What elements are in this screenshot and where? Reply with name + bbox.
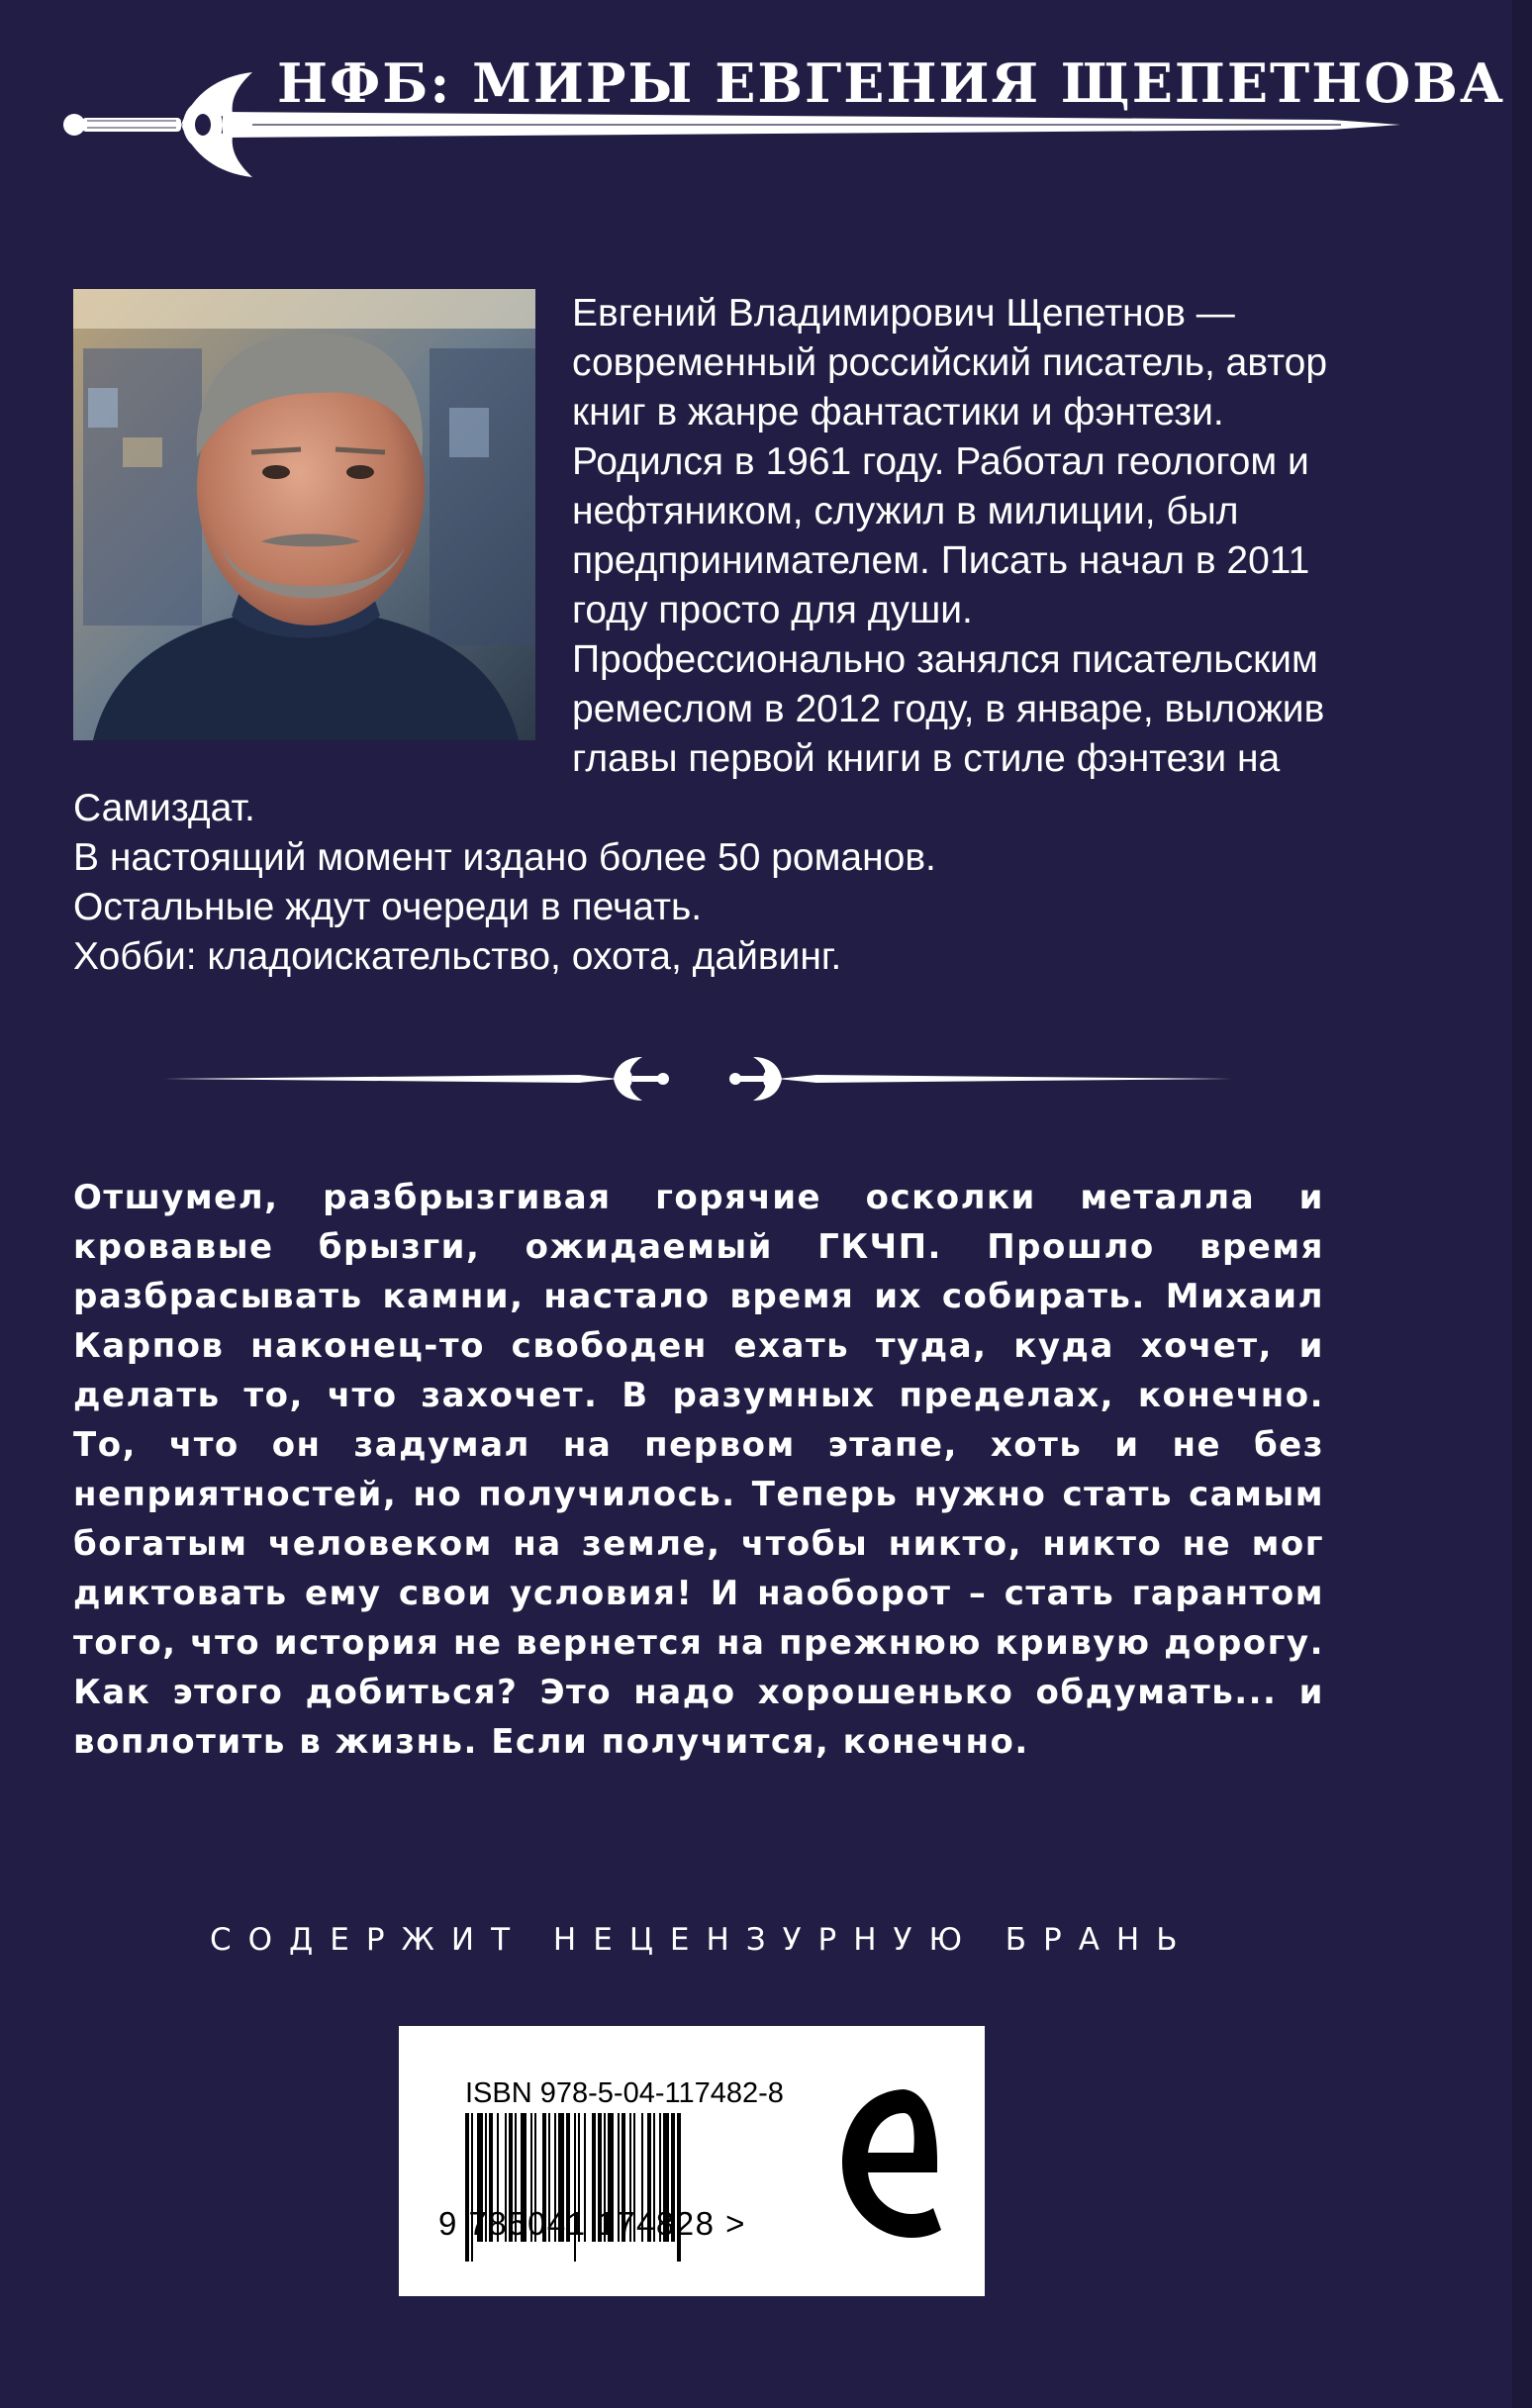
cover-edge [1512,0,1532,2408]
isbn-text: ISBN 978-5-04-117482-8 [465,2077,784,2109]
author-bio-paragraph: Евгений Владимирович Щепетнов — современный российский писатель, автор книг в жанре фантастики и фэнтези. Родился в 1961 году. Работал геологом и нефтяником, служил в милиции, был предпринимателем. Писать начал в 2011 году просто для души. [572,292,1328,631]
author-bio-paragraph: Хобби: кладоискательство, охота, дайвинг. [73,935,842,978]
photo-spacer [73,289,572,742]
author-bio [73,289,1360,982]
series-title: НФБ: МИРЫ ЕВГЕНИЯ ЩЕПЕТНОВА [277,51,1505,115]
author-bio-paragraph: Остальные ждут очереди в печать. [73,886,703,928]
ornamental-divider-icon [163,1049,1232,1108]
author-bio-paragraph: Профессионально занялся писательским ремеслом в 2012 году, в январе, выложив главы первой книги в стиле фэнтези на Самиздат. [73,638,1325,829]
author-bio-paragraph: В настоящий момент издано более 50 романов. [73,836,936,879]
content-warning: СОДЕРЖИТ НЕЦЕНЗУРНУЮ БРАНЬ [210,1922,1195,1958]
barcode-digits: 9 785041 174828 > [438,2205,746,2242]
eksmo-logo-icon [834,2081,943,2244]
book-annotation: Отшумел, разбрызгивая горячие осколки металла и кровавые брызги, ожидаемый ГКЧП. Прошло время разбрасывать камни, настало время их собирать. Михаил Карпов наконец-то свободен ехать туда, куда хочет, и делать то, что захочет. В разумных пределах, конечно. То, что он задумал на первом этапе, хоть и не без неприятностей, но получилось. Теперь нужно стать самым богатым человеком на земле, чтобы никто, никто не мог диктовать ему свои условия! И наоборот – стать гарантом того, что история не вернется на прежнюю кривую дорогу. Как этого добиться? Это надо хорошенько обдумать... и воплотить в жизнь. Если получится, конечно. [73,1178,1324,1762]
barcode-panel [399,2026,985,2296]
